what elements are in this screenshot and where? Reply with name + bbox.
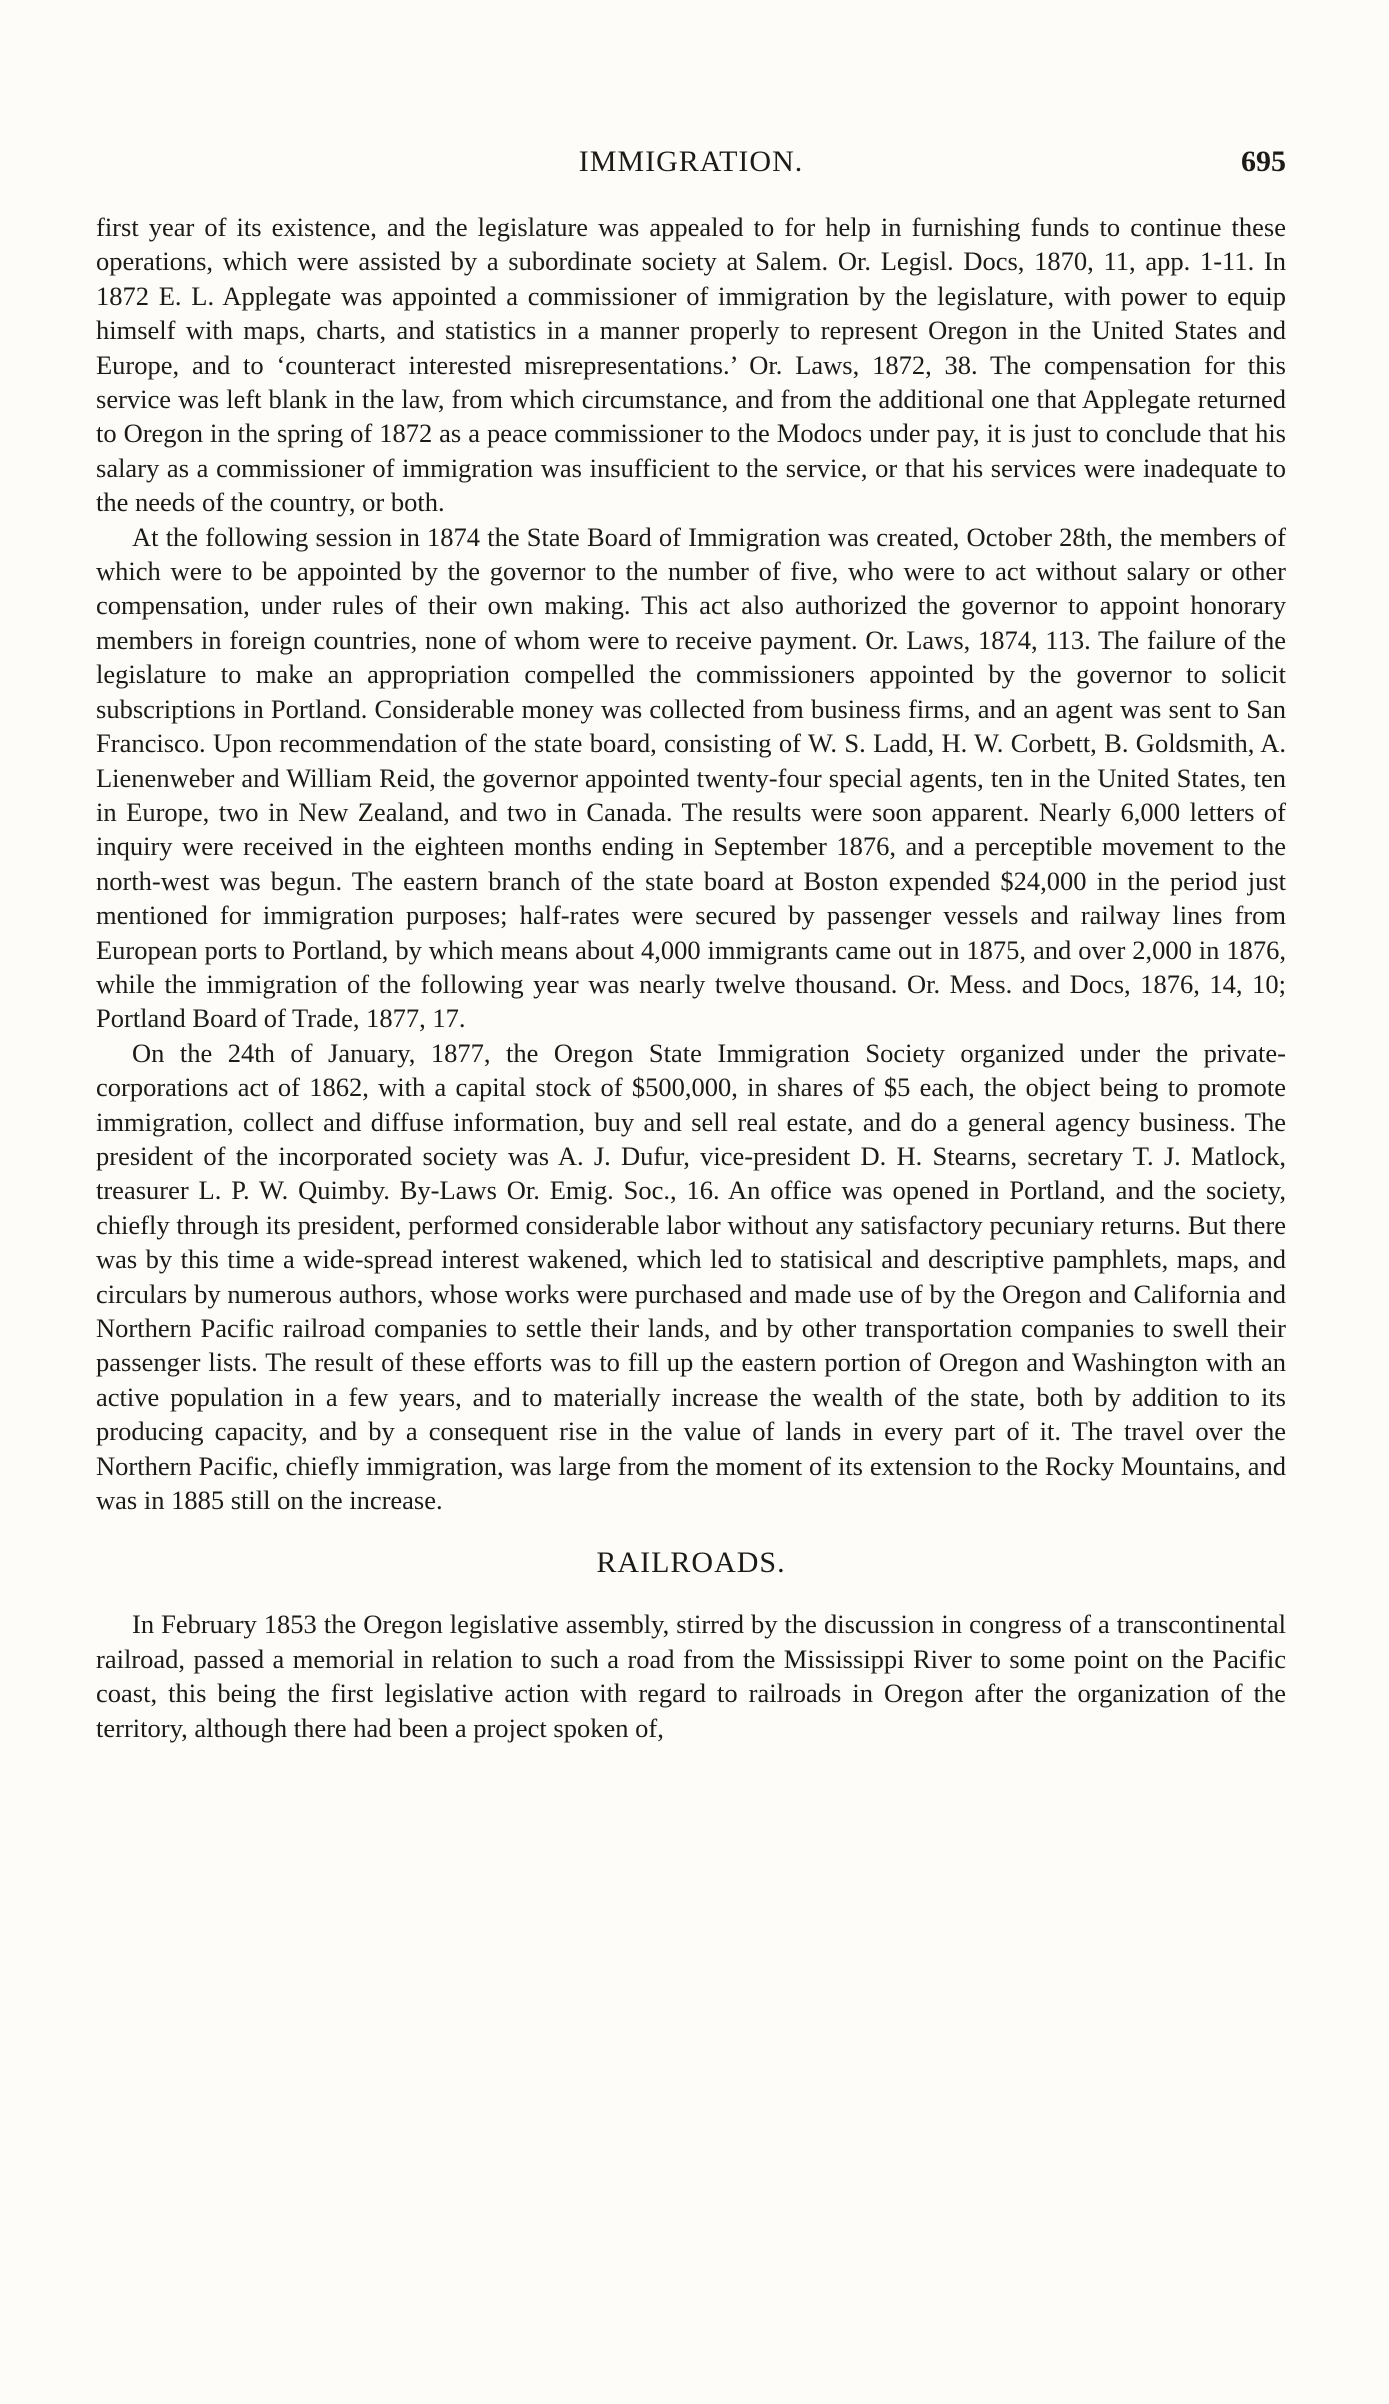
paragraph-4: In February 1853 the Oregon legislative assembly, stirred by the discussion in congress of a transcontinental railroad, passed a memorial in relation to such a road from the Mississippi River to some point on the Pacific coast, this being the first legislative action with regard to railroads in Oregon after the organization of the territory, although there had been a project spoken of, bbox=[96, 1609, 1286, 1743]
page-number: 695 bbox=[1241, 145, 1286, 178]
running-head bbox=[96, 140, 1286, 184]
paragraph-3: On the 24th of January, 1877, the Oregon State Immigration Society organized under the private-corporations act of 1862, with a capital stock of $500,000, in shares of $5 each, the object being to promote immigration, collect and diffuse information, buy and sell real estate, and do a general agency business. The president of the incorporated society was A. J. Dufur, vice-president D. H. Stearns, secretary T. J. Matlock, treasurer L. P. W. Quimby. By-Laws Or. Emig. Soc., 16. An office was opened in Portland, and the society, chiefly through its president, performed considerable labor without any satisfactory pecuniary returns. But there was by this time a wide-spread interest wakened, which led to statisical and descriptive pamphlets, maps, and circulars by numerous authors, whose works were purchased and made use of by the Oregon and California and Northern Pacific railroad companies to settle their lands, and by other transportation companies to swell their passenger lists. The result of these efforts was to fill up the eastern portion of Oregon and Washington with an active population in a few years, and to materially increase the wealth of the state, both by addition to its producing capacity, and by a consequent rise in the value of lands in every part of it. The travel over the Northern Pacific, chiefly immigration, was large from the moment of its extension to the Rocky Mountains, and was in 1885 still on the increase. bbox=[96, 1037, 1286, 1516]
paragraph-1: first year of its existence, and the legislature was appealed to for help in furnishing funds to continue these operations, which were assisted by a subordinate society at Salem. Or. Legisl. Docs, 1870, 11, app. 1-11. In 1872 E. L. Applegate was appointed a commissioner of immigration by the legislature, with power to equip himself with maps, charts, and statistics in a manner properly to represent Oregon in the United States and Europe, and to ‘counteract interested misrepresentations.’ Or. Laws, 1872, 38. The compensation for this service was left blank in the law, from which circumstance, and from the additional one that Applegate returned to Oregon in the spring of 1872 as a peace commissioner to the Modocs under pay, it is just to conclude that his salary as a commissioner of immigration was insufficient to the service, or that his services were inadequate to the needs of the country, or both. bbox=[96, 212, 1286, 518]
section-heading-railroads: RAILROADS. bbox=[596, 1546, 786, 1580]
running-title: IMMIGRATION. bbox=[578, 145, 804, 178]
paragraph-2: At the following session in 1874 the State Board of Immigration was created, October 28th, the members of which were to be appointed by the governor to the number of five, who were to act without salary or other compensation, under rules of their own making. This act also authorized the governor to appoint honorary members in foreign countries, none of whom were to receive payment. Or. Laws, 1874, 113. The failure of the legislature to make an appropriation compelled the commissioners appointed by the governor to solicit subscriptions in Portland. Considerable money was collected from business firms, and an agent was sent to San Francisco. Upon recommendation of the state board, consisting of W. S. Ladd, H. W. Corbett, B. Goldsmith, A. Lienenweber and William Reid, the governor appointed twenty-four special agents, ten in the United States, ten in Europe, two in New Zealand, and two in Canada. The results were soon apparent. Nearly 6,000 letters of inquiry were received in the eighteen months ending in September 1876, and a perceptible movement to the north-west was begun. The eastern branch of the state board at Boston expended $24,000 in the period just mentioned for immigration purposes; half-rates were secured by passenger vessels and railway lines from European ports to Portland, by which means about 4,000 immigrants came out in 1875, and over 2,000 in 1876, while the immigration of the following year was nearly twelve thousand. Or. Mess. and Docs, 1876, 14, 10; Portland Board of Trade, 1877, 17. bbox=[96, 521, 1286, 1034]
body-text bbox=[96, 210, 1286, 1745]
